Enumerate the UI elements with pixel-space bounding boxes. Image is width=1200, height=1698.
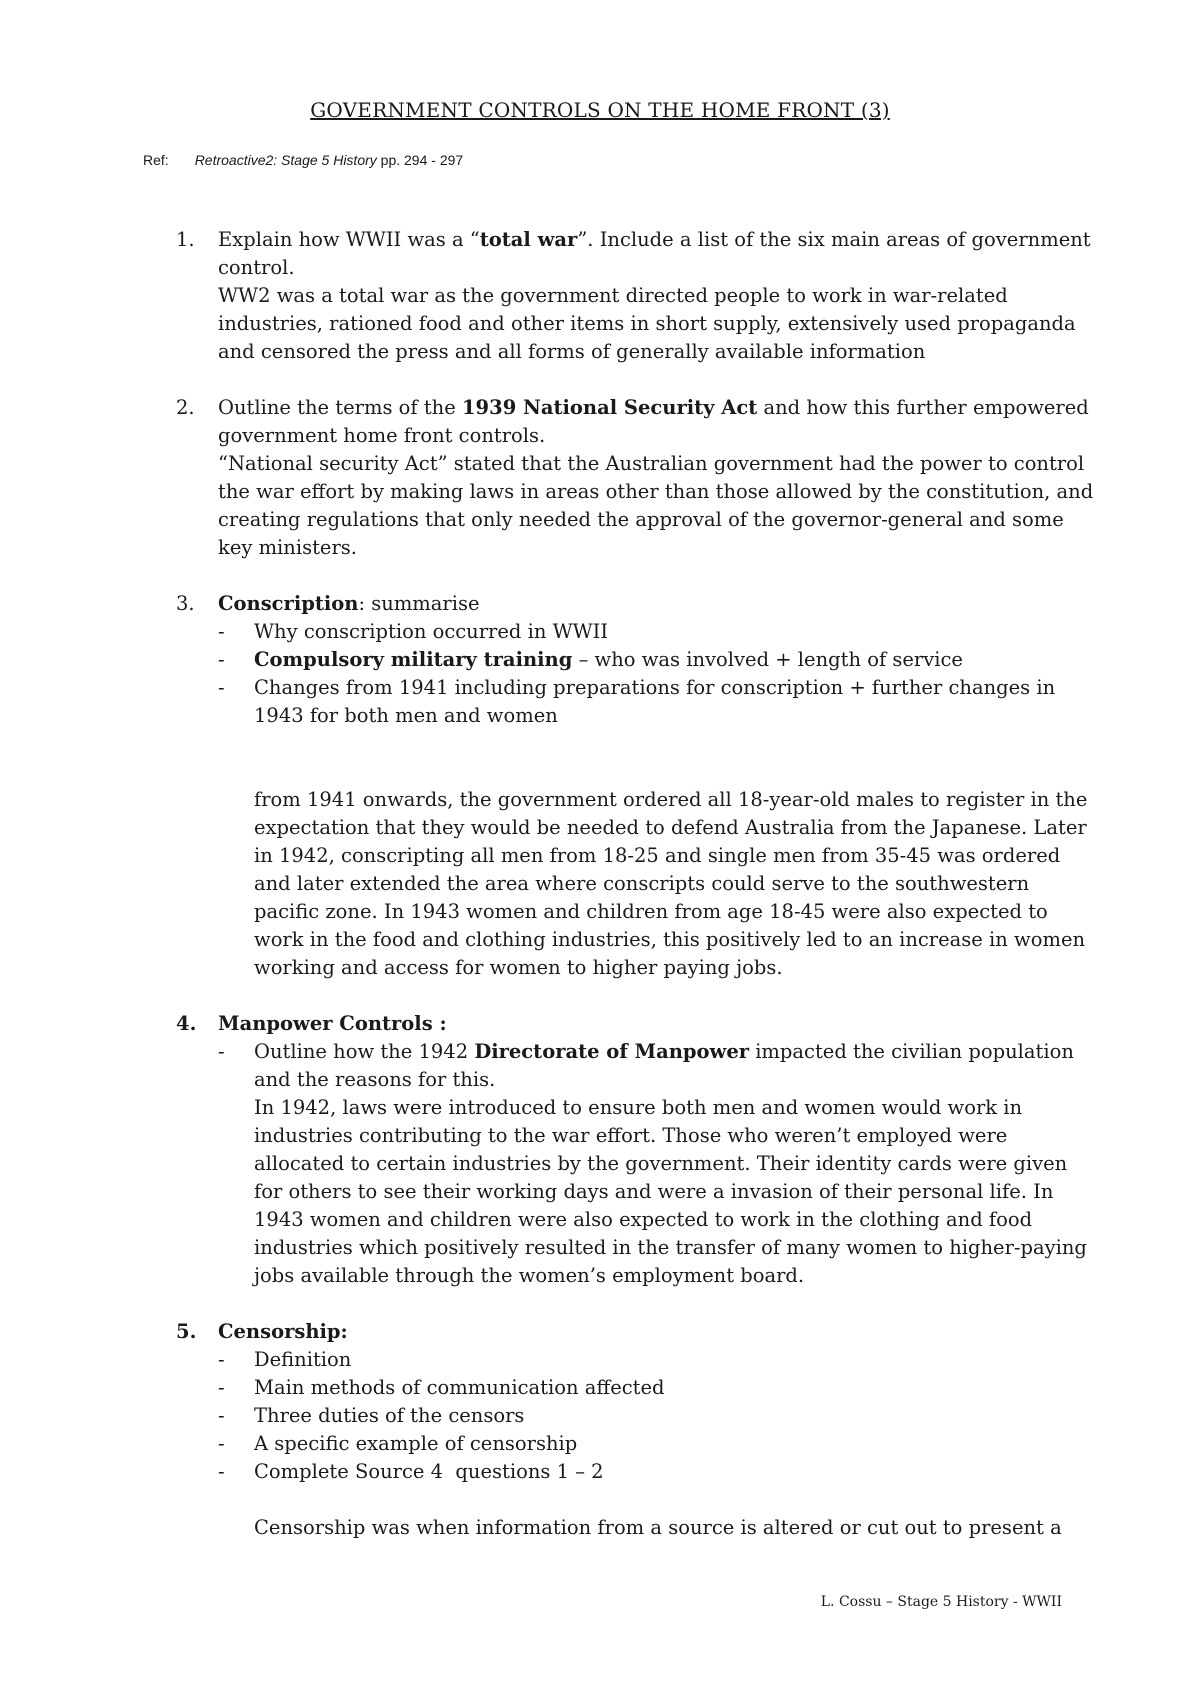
question-sublist (218, 618, 1096, 730)
question-heading: Conscription: summarise (218, 592, 480, 615)
question-5 (176, 1318, 1096, 1542)
question-1 (176, 226, 1096, 366)
reference-label: Ref: (143, 152, 169, 168)
question-answer: Censorship was when information from a source is altered or cut out to present a (254, 1516, 1062, 1539)
list-item: - Outline how the 1942 Directorate of Manpower impacted the civilian population and the reasons for this. In 1942, laws were introduced to ensure both men and women would work in industries contributing to the war effort. Those who weren’t employed were allocated to certain industries by the government. Their identity cards were given for others to see their working days and were a invasion of their personal life. In 1943 women and children were also expected to work in the clothing and food industries which positively resulted in the transfer of many women to higher-paying jobs available through the women’s employment board. (218, 1040, 1087, 1287)
question-sublist (218, 1038, 1096, 1290)
question-sublist (218, 1346, 1096, 1486)
question-answer: WW2 was a total war as the government directed people to work in war-related industries, rationed food and other items in short supply, extensively used propaganda and censored the press and all forms of generally available information (218, 284, 1076, 363)
question-heading: Censorship: (218, 1320, 348, 1343)
question-number: 2. (176, 396, 195, 419)
question-number: 5. (176, 1320, 197, 1343)
list-item: - A specific example of censorship (218, 1432, 578, 1455)
document-title: GOVERNMENT CONTROLS ON THE HOME FRONT (3) (310, 98, 890, 122)
list-item: - Three duties of the censors (218, 1404, 525, 1427)
question-prompt: Explain how WWII was a “total war”. Include a list of the six main areas of government control. (218, 228, 1091, 279)
question-number: 3. (176, 592, 195, 615)
reference-line (143, 152, 463, 168)
list-item: - Compulsory military training – who was involved + length of service (218, 648, 963, 671)
list-item: - Why conscription occurred in WWII (218, 620, 609, 643)
question-3 (176, 590, 1096, 982)
question-prompt: Outline the terms of the 1939 National Security Act and how this further empowered government home front controls. (218, 396, 1089, 447)
page-footer: L. Cossu – Stage 5 History - WWII (820, 1594, 1062, 1610)
list-item: - Definition (218, 1348, 352, 1371)
question-number: 4. (176, 1012, 197, 1035)
document-body (176, 226, 1096, 1570)
list-item: - Changes from 1941 including preparations for conscription + further changes in 1943 for both men and women (218, 676, 1056, 727)
question-heading: Manpower Controls : (218, 1012, 447, 1035)
question-4 (176, 1010, 1096, 1290)
reference-book: Retroactive2: Stage 5 History (194, 152, 377, 168)
list-item: - Complete Source 4 questions 1 – 2 (218, 1460, 604, 1483)
reference-pages: pp. 294 - 297 (376, 152, 464, 168)
list-item: - Main methods of communication affected (218, 1376, 665, 1399)
question-2 (176, 394, 1096, 562)
question-number: 1. (176, 228, 195, 251)
question-answer: from 1941 onwards, the government ordered all 18-year-old males to register in the expectation that they would be needed to defend Australia from the Japanese. Later in 1942, conscripting all men from 18-25 and single men from 35-45 was ordered and later extended the area where conscripts could serve to the southwestern pacific zone. In 1943 women and children from age 18-45 were also expected to work in the food and clothing industries, this positively led to an increase in women working and access for women to higher paying jobs. (254, 788, 1088, 979)
question-answer: In 1942, laws were introduced to ensure both men and women would work in industries contributing to the war effort. Those who weren’t employed were allocated to certain industries by the government. Their identity cards were given for others to see their working days and were a invasion of their personal life. In 1943 women and children were also expected to work in the clothing and food industries which positively resulted in the transfer of many women to higher-paying jobs available through the women’s employment board. (254, 1096, 1087, 1287)
question-answer: “National security Act” stated that the Australian government had the power to control the war effort by making laws in areas other than those allowed by the constitution, and creating regulations that only needed the approval of the governor-general and some key ministers. (218, 452, 1094, 559)
